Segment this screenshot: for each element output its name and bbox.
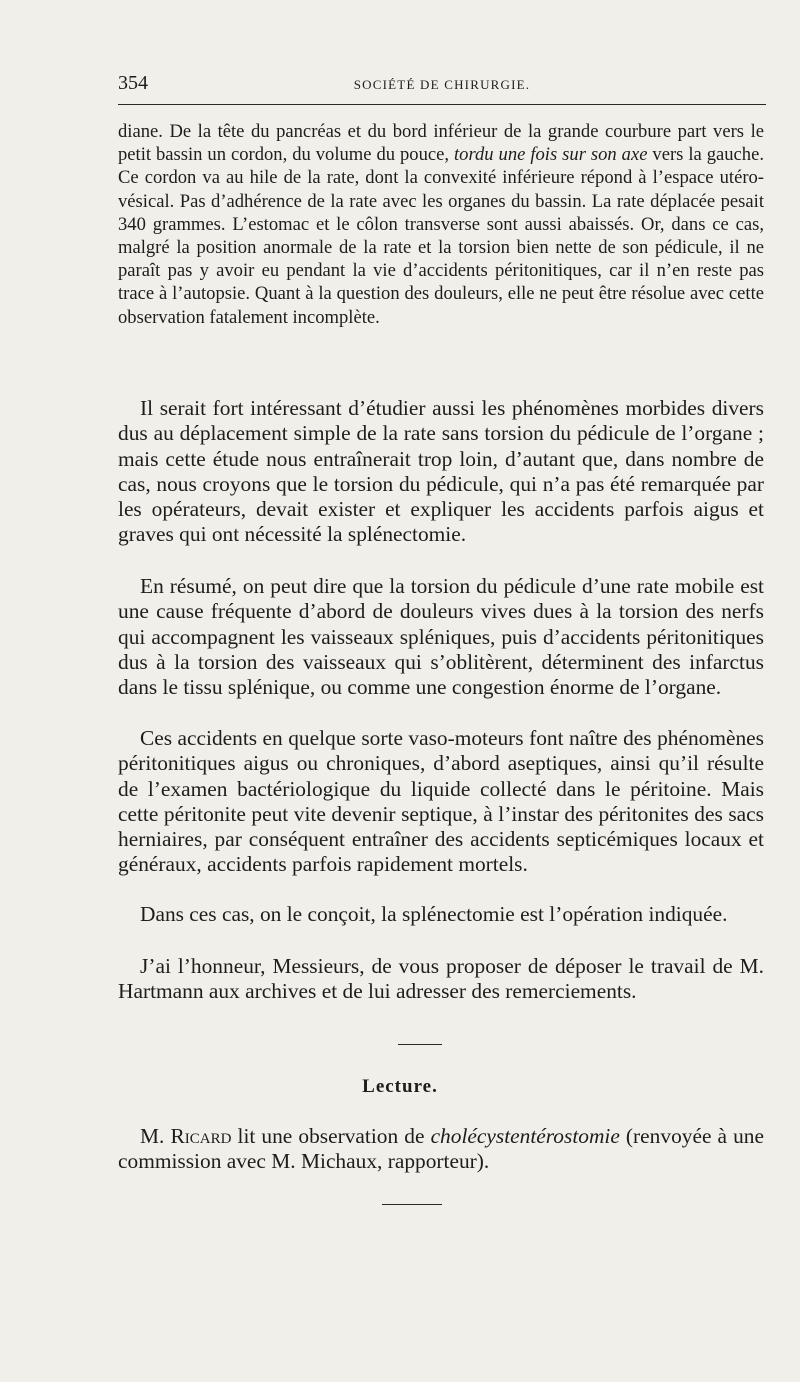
lecture-text-c: (renvoyée à une commission avec M. Michaux, rapporteur). — [118, 1124, 764, 1174]
author-name: Ricard — [170, 1124, 232, 1148]
paragraph-continuation — [118, 120, 764, 329]
paragraph-conclusion: J’ai l’honneur, Messieurs, de vous proposer de déposer le travail de M. Hartmann aux archives et de lui adresser des remerciements. — [118, 954, 764, 1004]
page-header — [118, 72, 766, 100]
p1-text-b: vers la gauche. Ce cordon va au hile de la rate, dont la convexité inférieure répond à l’espace utéro-vésical. Pas d’adhérence de la rate avec les organes du bassin. La rate déplacée pesait 340 grammes. L’estomac et le côlon transverse sont aussi abaissés. Or, dans ce cas, malgré la position anormale de la rate et la torsion bien nette de son pédicule, il ne paraît pas y avoir eu pendant la vie d’accidents péritonitiques, car il n’en reste pas trace à l’autopsie. Quant à la question des douleurs, elle ne peut être résolue avec cette observation fatalement incomplète. — [118, 144, 764, 328]
end-separator — [382, 1204, 442, 1205]
paragraph-torsion-study: Il serait fort intéressant d’étudier aussi les phénomènes morbides divers dus au déplacement simple de la rate sans torsion du pédicule de l’organe ; mais cette étude nous entraînerait trop loin, d’autant que, dans nombre de cas, nous croyons que le torsion du pédicule, qui n’a pas été remarquée par les opérateurs, devait exister et expliquer les accidents parfois aigus et graves qui ont nécessité la splénectomie. — [118, 396, 764, 547]
paragraph-splenectomy: Dans ces cas, on le conçoit, la splénectomie est l’opération indiquée. — [140, 902, 728, 926]
paragraph-summary: En résumé, on peut dire que la torsion du pédicule d’une rate mobile est une cause fréquente d’abord de douleurs vives dues à la torsion des nerfs qui accompagnent les vaisseaux spléniques, puis d’accidents péritonitiques dus à la torsion des vaisseaux qui s’oblitèrent, déterminent des infarctus dans le tissu splénique, ou comme une congestion énorme de l’organe. — [118, 574, 764, 700]
p1-italic: tordu une fois sur son axe — [454, 144, 648, 166]
section-separator — [398, 1044, 442, 1045]
paragraph-lecture — [118, 1124, 764, 1175]
paragraph-accidents: Ces accidents en quelque sorte vaso-moteurs font naître des phénomènes péritonitiques aigus ou chroniques, d’abord aseptiques, ainsi qu’il résulte de l’examen bactériologique du liquide collecté dans le péritoine. Mais cette péritonite peut vite devenir septique, à l’instar des péritonites des sacs herniaires, par conséquent entraîner des accidents septicémiques locaux et généraux, accidents parfois rapidement mortels. — [118, 726, 764, 877]
running-head: SOCIÉTÉ DE CHIRURGIE. — [353, 77, 531, 92]
lecture-text-a: M. — [140, 1124, 171, 1148]
p1-text-a: diane. De la tête du pancréas et du bord inférieur de la grande courbure part vers le petit bassin un cordon, du volume du pouce, — [118, 121, 764, 166]
lecture-text-b: lit une observation de — [231, 1124, 431, 1148]
page-number: 354 — [118, 72, 148, 94]
procedure-name: cholécystentérostomie — [430, 1124, 620, 1148]
section-title: Lecture. — [362, 1076, 438, 1097]
header-rule — [118, 104, 766, 105]
